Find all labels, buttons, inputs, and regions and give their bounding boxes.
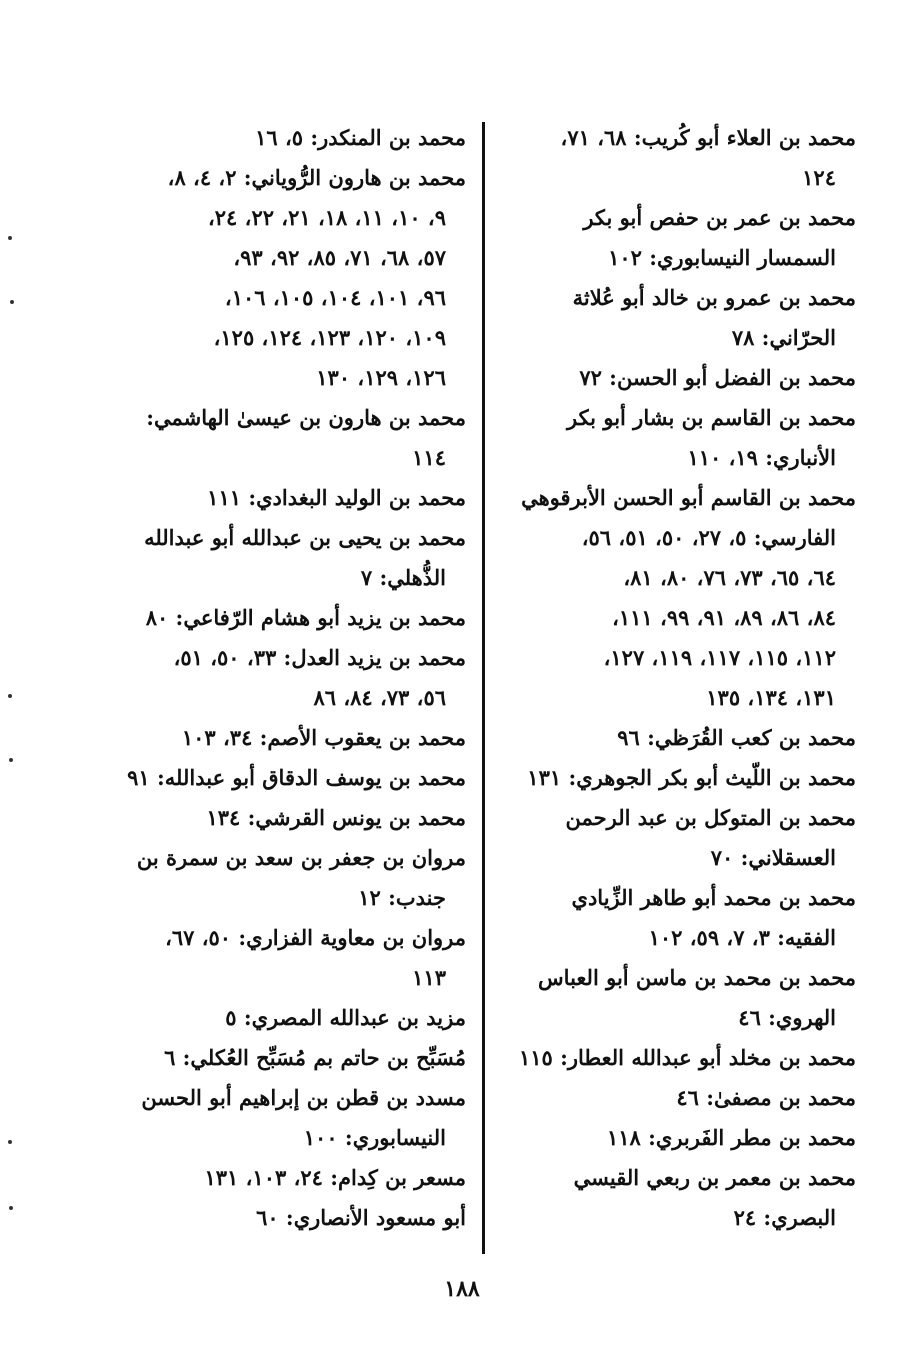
entry-continuation-line: الأنباري: ١٩، ١١٠ xyxy=(687,445,836,470)
entry-line: محمد بن محمد بن ماسن أبو العباس xyxy=(538,965,856,990)
index-entry xyxy=(501,958,856,1038)
entry-continuation-line: ١٠٩، ١٢٠، ١٢٣، ١٢٤، ١٢٥، xyxy=(213,325,446,350)
index-entry xyxy=(501,718,856,758)
entry-continuation-line: السمسار النيسابوري: ١٠٢ xyxy=(608,245,836,270)
entry-line: محمد بن كعب القُرَظي: ٩٦ xyxy=(617,725,856,750)
entry-continuation-line: ٥٦، ٧٣، ٨٤، ٨٦ xyxy=(313,685,446,710)
index-entry xyxy=(501,278,856,358)
entry-line: محمد بن المتوكل بن عبد الرحمن xyxy=(565,805,856,830)
entry-line: مُسَبِّح بن حاتم بم مُسَبِّح العُكلي: ٦ xyxy=(164,1045,466,1070)
entry-continuation-line: ١٢٦، ١٢٩، ١٣٠ xyxy=(316,365,446,390)
index-column-right xyxy=(501,118,864,1258)
entry-line: محمد بن يحيى بن عبدالله أبو عبدالله xyxy=(144,525,466,550)
entry-line: محمد بن اللّيث أبو بكر الجوهري: ١٣١ xyxy=(527,765,856,790)
entry-continuation-line: الذُّهلي: ٧ xyxy=(360,565,446,590)
index-entry xyxy=(501,1158,856,1238)
column-divider xyxy=(482,122,485,1254)
entry-line: محمد بن مصفىٰ: ٤٦ xyxy=(676,1085,856,1110)
index-page xyxy=(100,118,864,1258)
index-entry xyxy=(501,758,856,798)
index-entry xyxy=(501,798,856,878)
entry-continuation-line: ١٣١، ١٣٤، ١٣٥ xyxy=(706,685,836,710)
index-entry xyxy=(501,1118,856,1158)
entry-line: محمد بن عمرو بن خالد أبو عُلاثة xyxy=(572,285,856,310)
index-entry xyxy=(111,758,466,798)
page-number: ١٨٨ xyxy=(444,1276,480,1302)
entry-continuation-line: الهروي: ٤٦ xyxy=(738,1005,836,1030)
entry-line: محمد بن يزيد العدل: ٣٣، ٥٠، ٥١، xyxy=(173,645,466,670)
index-entry xyxy=(111,158,466,398)
entry-continuation-line: ٦٤، ٦٥، ٧٣، ٧٦، ٨٠، ٨١، xyxy=(623,565,836,590)
entry-continuation-line: ٩، ١٠، ١١، ١٨، ٢١، ٢٢، ٢٤، xyxy=(208,205,446,230)
index-entry xyxy=(111,1078,466,1158)
entry-continuation-line: البصري: ٢٤ xyxy=(733,1205,836,1230)
index-entry xyxy=(111,798,466,838)
entry-line: مسدد بن قطن بن إبراهيم أبو الحسن xyxy=(141,1085,466,1110)
index-entry xyxy=(111,478,466,518)
index-entry xyxy=(501,1078,856,1118)
index-entry xyxy=(111,118,466,158)
entry-line: محمد بن يوسف الدقاق أبو عبدالله: ٩١ xyxy=(127,765,466,790)
entry-continuation-line: ٨٤، ٨٦، ٨٩، ٩١، ٩٩، ١١١، xyxy=(612,605,836,630)
entry-line: أبو مسعود الأنصاري: ٦٠ xyxy=(256,1205,466,1230)
entry-continuation-line: ٩٦، ١٠١، ١٠٤، ١٠٥، ١٠٦، xyxy=(224,285,446,310)
index-entry xyxy=(111,398,466,478)
entry-line: محمد بن العلاء أبو كُريب: ٦٨، ٧١، xyxy=(560,125,856,150)
scan-speck xyxy=(8,694,12,698)
index-entry xyxy=(111,1198,466,1238)
entry-line: محمد بن الوليد البغدادي: ١١١ xyxy=(207,485,466,510)
entry-line: محمد بن محمد أبو طاهر الزِّيادي xyxy=(571,885,856,910)
index-entry xyxy=(501,118,856,198)
entry-continuation-line: ١١٤ xyxy=(412,445,446,470)
index-entry xyxy=(111,638,466,718)
index-entry xyxy=(501,478,856,718)
index-entry xyxy=(111,598,466,638)
entry-continuation-line: النيسابوري: ١٠٠ xyxy=(303,1125,446,1150)
entry-line: محمد بن يزيد أبو هشام الرّفاعي: ٨٠ xyxy=(145,605,466,630)
entry-line: محمد بن معمر بن ربعي القيسي xyxy=(573,1165,856,1190)
index-entry xyxy=(111,838,466,918)
entry-line: محمد بن مطر الفَربري: ١١٨ xyxy=(606,1125,856,1150)
entry-continuation-line: العسقلاني: ٧٠ xyxy=(710,845,836,870)
entry-continuation-line: ١١٢، ١١٥، ١١٧، ١١٩، ١٢٧، xyxy=(603,645,836,670)
entry-continuation-line: جندب: ١٢ xyxy=(358,885,446,910)
entry-line: محمد بن عمر بن حفص أبو بكر xyxy=(583,205,856,230)
index-column-left xyxy=(111,118,466,1258)
entry-line: محمد بن القاسم بن بشار أبو بكر xyxy=(567,405,856,430)
entry-line: محمد بن هارون بن عيسىٰ الهاشمي: xyxy=(146,405,466,430)
entry-line: محمد بن الفضل أبو الحسن: ٧٢ xyxy=(579,365,856,390)
scan-speck xyxy=(8,236,12,240)
entry-line: محمد بن مخلد أبو عبدالله العطار: ١١٥ xyxy=(518,1045,856,1070)
entry-line: محمد بن هارون الرُّوياني: ٢، ٤، ٨، xyxy=(167,165,466,190)
index-entry xyxy=(111,918,466,998)
index-entry xyxy=(111,1158,466,1198)
index-entry xyxy=(501,878,856,958)
entry-line: مسعر بن كِدام: ٢٤، ١٠٣، ١٣١ xyxy=(204,1165,466,1190)
entry-line: مروان بن معاوية الفزاري: ٥٠، ٦٧، xyxy=(165,925,466,950)
entry-line: محمد بن يونس القرشي: ١٣٤ xyxy=(206,805,466,830)
index-entry xyxy=(111,998,466,1038)
index-entry xyxy=(501,358,856,398)
scan-speck xyxy=(8,1140,12,1144)
entry-line: مزيد بن عبدالله المصري: ٥ xyxy=(225,1005,466,1030)
entry-line: محمد بن القاسم أبو الحسن الأبرقوهي xyxy=(521,485,856,510)
entry-continuation-line: الحرّاني: ٧٨ xyxy=(731,325,836,350)
scan-speck xyxy=(10,300,14,304)
index-entry xyxy=(111,1038,466,1078)
entry-continuation-line: الفقيه: ٣، ٧، ٥٩، ١٠٢ xyxy=(648,925,836,950)
scan-speck xyxy=(9,758,13,762)
entry-line: محمد بن يعقوب الأصم: ٣٤، ١٠٣ xyxy=(181,725,466,750)
index-entry xyxy=(501,198,856,278)
entry-continuation-line: ١١٣ xyxy=(412,965,446,990)
entry-continuation-line: ٥٧، ٦٨، ٧١، ٨٥، ٩٢، ٩٣، xyxy=(233,245,446,270)
entry-continuation-line: ١٢٤ xyxy=(802,165,836,190)
entry-continuation-line: الفارسي: ٥، ٢٧، ٥٠، ٥١، ٥٦، xyxy=(581,525,836,550)
entry-line: مروان بن جعفر بن سعد بن سمرة بن xyxy=(136,845,466,870)
index-entry xyxy=(501,398,856,478)
index-entry xyxy=(501,1038,856,1078)
index-entry xyxy=(111,718,466,758)
index-entry xyxy=(111,518,466,598)
entry-line: محمد بن المنكدر: ٥، ١٦ xyxy=(255,125,466,150)
scan-speck xyxy=(9,1206,13,1210)
